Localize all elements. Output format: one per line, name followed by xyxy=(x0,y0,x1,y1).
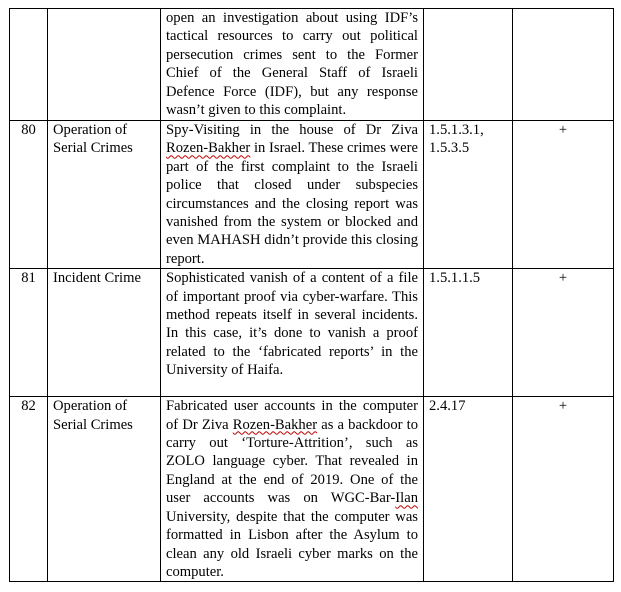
reference-section: 1.5.1.1.5 xyxy=(424,269,513,397)
description-text: in Israel. These crimes were part of the first complaint to the Israeli police that closed under subspecies circumstances and the closing report was vanished from the system or blocked and even MAHASH didn’t provide this closing report. xyxy=(166,140,418,267)
table-row xyxy=(10,9,614,121)
status-mark: + xyxy=(513,269,614,397)
crime-description xyxy=(161,397,424,582)
table-row xyxy=(10,397,614,582)
person-name: Rozen-Bakher xyxy=(232,416,318,433)
crimes-table xyxy=(9,8,614,582)
crime-description: open an investigation about using IDF’s tactical resources to carry out political persecution crimes sent to the Former Chief of the General Staff of Israeli Defence Force (IDF), but any response wasn’t given to this complaint. xyxy=(161,9,424,121)
table-row xyxy=(10,269,614,397)
reference-section: 2.4.17 xyxy=(424,397,513,582)
description-text: Spy-Visiting in the house of Dr Ziva xyxy=(166,122,418,138)
description-text: Fabricated user accounts in the computer of Dr Ziva xyxy=(166,398,418,433)
person-name: Rozen-Bakher xyxy=(166,140,251,157)
status-mark: + xyxy=(513,121,614,269)
description-text: University, despite that the computer was formatted in Lisbon after the Asylum to clean any old Israeli cyber marks on the computer. xyxy=(166,508,418,580)
crime-description: Sophisticated vanish of a content of a file of important proof via cyber-warfare. This method repeats itself in several incidents. In this case, it’s done to vanish a proof related to the ‘fabricated reports’ in the University of Haifa. xyxy=(161,269,424,397)
crime-type xyxy=(48,9,161,121)
university-name: Ilan xyxy=(395,490,418,507)
status-mark xyxy=(513,9,614,121)
status-mark: + xyxy=(513,397,614,582)
row-number: 81 xyxy=(10,269,48,397)
crime-description xyxy=(161,121,424,269)
row-number xyxy=(10,9,48,121)
row-number: 80 xyxy=(10,121,48,269)
crime-type: Operation of Serial Crimes xyxy=(48,121,161,269)
description-text: as a backdoor to carry out ‘Torture-Attrition’, such as ZOLO language cyber. That revealed in England at the end of 2019. One of the user accounts was on WGC-Bar- xyxy=(166,416,418,507)
reference-section xyxy=(424,9,513,121)
row-number: 82 xyxy=(10,397,48,582)
table-row xyxy=(10,121,614,269)
reference-section: 1.5.1.3.1, 1.5.3.5 xyxy=(424,121,513,269)
crime-type: Incident Crime xyxy=(48,269,161,397)
crime-type: Operation of Serial Crimes xyxy=(48,397,161,582)
